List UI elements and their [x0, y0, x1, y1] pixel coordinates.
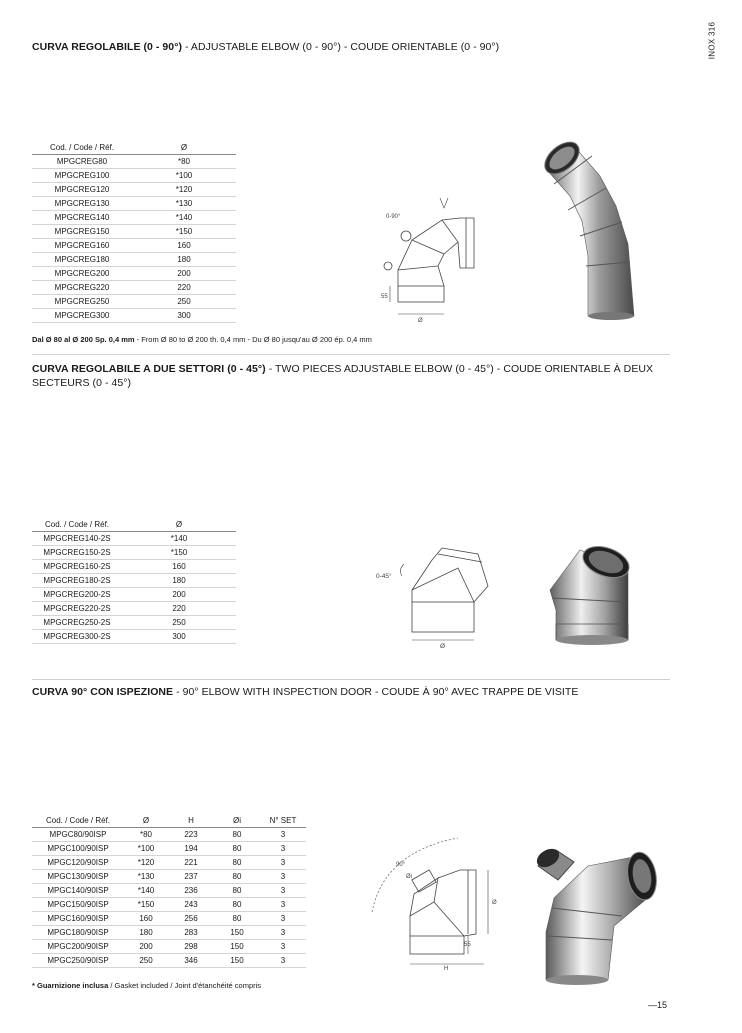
- table-cell: MPGCREG200: [32, 267, 132, 281]
- column-header: Ø: [124, 814, 168, 828]
- table-cell: MPGCREG140: [32, 211, 132, 225]
- h-label: H: [444, 966, 449, 972]
- table-cell: 256: [168, 912, 214, 926]
- table-cell: 221: [168, 856, 214, 870]
- table-cell: 250: [132, 295, 236, 309]
- table-cell: *100: [124, 842, 168, 856]
- table-cell: MPGC200/90ISP: [32, 940, 124, 954]
- column-header: H: [168, 814, 214, 828]
- elbow-technical-drawing: [378, 196, 498, 328]
- table-cell: 180: [122, 574, 236, 588]
- section-1-table: [32, 141, 236, 323]
- table-cell: MPGCREG220-2S: [32, 602, 122, 616]
- table-cell: 80: [214, 842, 260, 856]
- table-row: [32, 828, 306, 842]
- table-cell: *120: [124, 856, 168, 870]
- table-cell: 150: [214, 926, 260, 940]
- table-cell: MPGCREG140-2S: [32, 532, 122, 546]
- table-cell: 3: [260, 856, 306, 870]
- table-cell: *80: [124, 828, 168, 842]
- table-cell: MPGCREG160-2S: [32, 560, 122, 574]
- table-cell: 80: [214, 898, 260, 912]
- table-cell: MPGC80/90ISP: [32, 828, 124, 842]
- table-cell: 250: [122, 616, 236, 630]
- table-cell: 80: [214, 870, 260, 884]
- table-row: [32, 870, 306, 884]
- table-cell: 250: [124, 954, 168, 968]
- table-cell: 283: [168, 926, 214, 940]
- table-cell: MPGCREG150: [32, 225, 132, 239]
- section-1-title: CURVA REGOLABILE (0 - 90°) - ADJUSTABLE ELBOW (0 - 90°) - COUDE ORIENTABLE (0 - 90°): [32, 41, 500, 53]
- table-cell: 346: [168, 954, 214, 968]
- table-cell: 3: [260, 898, 306, 912]
- two-piece-elbow-technical-drawing: [372, 540, 502, 652]
- section-2-title: CURVA REGOLABILE A DUE SETTORI (0 - 45°) - TWO PIECES ADJUSTABLE ELBOW (0 - 45°) - COUDE ORIENTABLE À DEUX SECTEURS (0 - 45°): [32, 363, 654, 389]
- table-row: [32, 211, 236, 225]
- section-3-note: * Guarnizione inclusa / Gasket included / Joint d'étanchéité compris: [32, 981, 262, 990]
- table-row: [32, 309, 236, 323]
- table-cell: 3: [260, 870, 306, 884]
- height-label: 55: [381, 294, 388, 300]
- page-number: —15: [648, 1000, 668, 1010]
- table-cell: 3: [260, 842, 306, 856]
- height-label: 55: [464, 942, 471, 948]
- table-cell: 3: [260, 954, 306, 968]
- table-cell: MPGCREG200-2S: [32, 588, 122, 602]
- table-cell: 3: [260, 940, 306, 954]
- table-cell: 80: [214, 856, 260, 870]
- table-cell: MPGCREG300-2S: [32, 630, 122, 644]
- angle-label: 0-90°: [386, 214, 401, 220]
- diameter-label: Ø: [440, 643, 446, 650]
- inner-diameter-label: Øi: [406, 874, 412, 880]
- table-row: [32, 281, 236, 295]
- table-cell: 194: [168, 842, 214, 856]
- table-row: [32, 183, 236, 197]
- table-cell: 160: [122, 560, 236, 574]
- table-row: [32, 225, 236, 239]
- section-2-table: [32, 518, 236, 644]
- table-cell: 80: [214, 912, 260, 926]
- section-3-table: [32, 814, 306, 968]
- table-row: [32, 295, 236, 309]
- table-row: [32, 842, 306, 856]
- table-cell: *100: [132, 169, 236, 183]
- column-header: Cod. / Code / Réf.: [32, 814, 124, 828]
- table-row: [32, 155, 236, 169]
- column-header: Cod. / Code / Réf.: [32, 518, 122, 532]
- diameter-label: Ø: [492, 900, 497, 906]
- table-cell: 300: [132, 309, 236, 323]
- angle-label: 90°: [396, 862, 406, 868]
- table-cell: 223: [168, 828, 214, 842]
- table-row: [32, 588, 236, 602]
- table-cell: 3: [260, 926, 306, 940]
- table-cell: MPGCREG180-2S: [32, 574, 122, 588]
- table-cell: 160: [132, 239, 236, 253]
- table-cell: 243: [168, 898, 214, 912]
- table-cell: *140: [122, 532, 236, 546]
- table-cell: MPGCREG150-2S: [32, 546, 122, 560]
- adjustable-elbow-photo: [530, 126, 680, 326]
- inspection-elbow-photo: [528, 836, 668, 986]
- column-header: Øi: [214, 814, 260, 828]
- table-row: [32, 253, 236, 267]
- section-divider: [32, 679, 670, 680]
- table-cell: MPGCREG160: [32, 239, 132, 253]
- table-row: [32, 940, 306, 954]
- table-cell: MPGC100/90ISP: [32, 842, 124, 856]
- table-cell: MPGC150/90ISP: [32, 898, 124, 912]
- table-cell: 200: [122, 588, 236, 602]
- table-cell: MPGCREG250-2S: [32, 616, 122, 630]
- table-row: [32, 954, 306, 968]
- table-cell: MPGCREG130: [32, 197, 132, 211]
- table-cell: *120: [132, 183, 236, 197]
- table-cell: MPGC180/90ISP: [32, 926, 124, 940]
- table-cell: *150: [122, 546, 236, 560]
- table-row: [32, 898, 306, 912]
- table-cell: 236: [168, 884, 214, 898]
- table-cell: 3: [260, 828, 306, 842]
- table-row: [32, 560, 236, 574]
- column-header: Ø: [132, 141, 236, 155]
- table-row: [32, 630, 236, 644]
- table-cell: MPGC250/90ISP: [32, 954, 124, 968]
- table-row: [32, 169, 236, 183]
- table-cell: MPGCREG80: [32, 155, 132, 169]
- section-3-title: CURVA 90° CON ISPEZIONE - 90° ELBOW WITH INSPECTION DOOR - COUDE À 90° AVEC TRAPPE DE VISITE: [32, 686, 579, 698]
- table-cell: MPGC120/90ISP: [32, 856, 124, 870]
- table-cell: 220: [132, 281, 236, 295]
- table-row: [32, 616, 236, 630]
- table-cell: 150: [214, 940, 260, 954]
- table-cell: 298: [168, 940, 214, 954]
- table-cell: MPGCREG100: [32, 169, 132, 183]
- table-cell: 80: [214, 884, 260, 898]
- table-cell: 200: [124, 940, 168, 954]
- table-cell: 3: [260, 884, 306, 898]
- table-cell: *150: [132, 225, 236, 239]
- side-label: INOX 316: [707, 21, 717, 60]
- table-row: [32, 602, 236, 616]
- table-cell: MPGC160/90ISP: [32, 912, 124, 926]
- table-cell: MPGCREG220: [32, 281, 132, 295]
- table-cell: MPGC140/90ISP: [32, 884, 124, 898]
- table-cell: 180: [124, 926, 168, 940]
- table-row: [32, 926, 306, 940]
- table-cell: 220: [122, 602, 236, 616]
- table-row: [32, 546, 236, 560]
- table-cell: *140: [124, 884, 168, 898]
- table-cell: *130: [132, 197, 236, 211]
- table-cell: 300: [122, 630, 236, 644]
- inspection-elbow-technical-drawing: [364, 832, 514, 972]
- table-cell: MPGC130/90ISP: [32, 870, 124, 884]
- table-row: [32, 884, 306, 898]
- table-cell: 3: [260, 912, 306, 926]
- table-row: [32, 856, 306, 870]
- table-row: [32, 912, 306, 926]
- column-header: Cod. / Code / Réf.: [32, 141, 132, 155]
- table-cell: 80: [214, 828, 260, 842]
- table-cell: MPGCREG250: [32, 295, 132, 309]
- diameter-label: Ø: [418, 318, 423, 324]
- table-row: [32, 267, 236, 281]
- table-row: [32, 574, 236, 588]
- two-piece-elbow-photo: [536, 540, 636, 648]
- table-cell: 237: [168, 870, 214, 884]
- angle-label: 0-45°: [376, 573, 392, 580]
- section-divider: [32, 354, 670, 355]
- section-1-note: Dal Ø 80 al Ø 200 Sp. 0,4 mm - From Ø 80 to Ø 200 th. 0,4 mm - Du Ø 80 jusqu'au Ø 200 ép. 0,4 mm: [32, 335, 372, 344]
- table-cell: MPGCREG180: [32, 253, 132, 267]
- column-header: N° SET: [260, 814, 306, 828]
- table-cell: 150: [214, 954, 260, 968]
- table-row: [32, 197, 236, 211]
- table-cell: 200: [132, 267, 236, 281]
- table-cell: 180: [132, 253, 236, 267]
- column-header: Ø: [122, 518, 236, 532]
- table-cell: *80: [132, 155, 236, 169]
- table-cell: *150: [124, 898, 168, 912]
- table-row: [32, 239, 236, 253]
- table-header-row: [32, 518, 236, 532]
- table-cell: MPGCREG120: [32, 183, 132, 197]
- table-cell: MPGCREG300: [32, 309, 132, 323]
- table-cell: 160: [124, 912, 168, 926]
- table-row: [32, 532, 236, 546]
- table-cell: *130: [124, 870, 168, 884]
- table-header-row: [32, 141, 236, 155]
- table-header-row: [32, 814, 306, 828]
- table-cell: *140: [132, 211, 236, 225]
